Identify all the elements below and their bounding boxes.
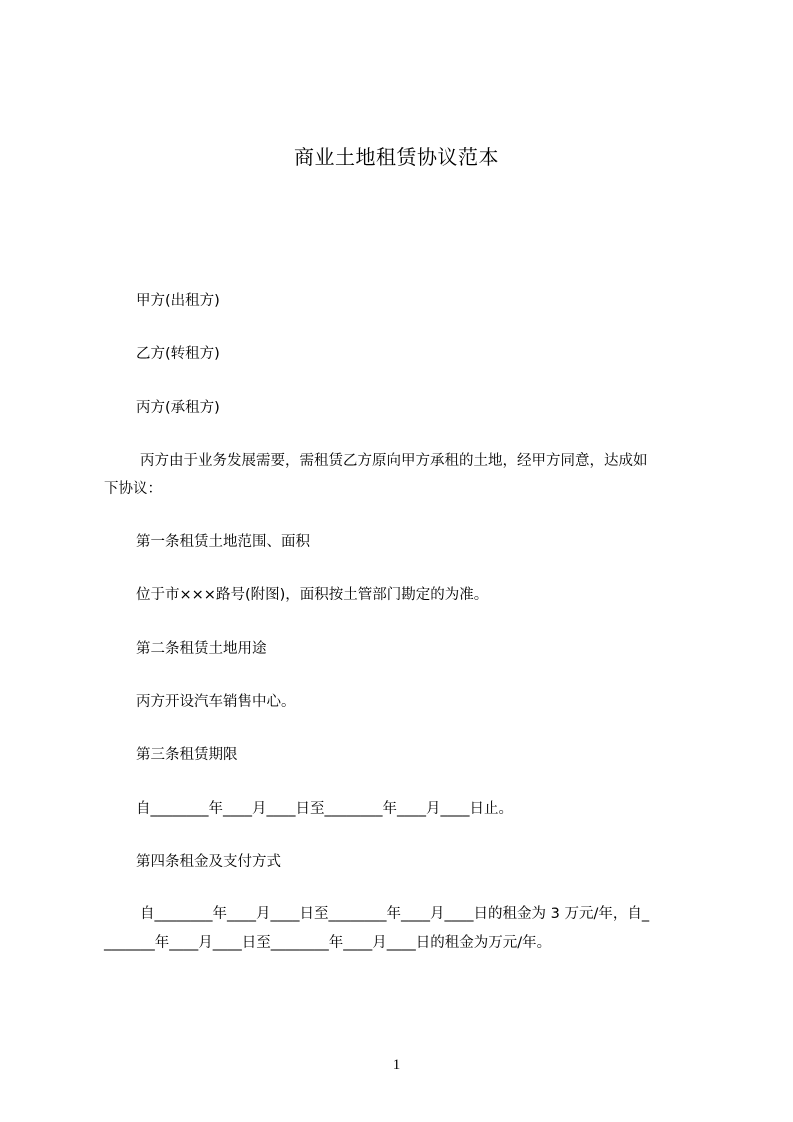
article-3-heading: 第三条租赁期限: [136, 747, 238, 763]
article-1-heading: 第一条租赁土地范围、面积: [136, 534, 310, 550]
party-a-line: 甲方(出租方): [136, 293, 220, 309]
article-3-body: 自________年____月____日至________年____月____日止。: [136, 801, 513, 817]
article-2-heading: 第二条租赁土地用途: [136, 641, 267, 657]
article-2-body: 丙方开设汽车销售中心。: [136, 694, 296, 710]
article-4-heading: 第四条租金及支付方式: [136, 854, 281, 870]
party-b-line: 乙方(转租方): [136, 346, 220, 362]
article-1-body: 位于市×××路号(附图)，面积按土管部门勘定的为准。: [136, 587, 489, 603]
preamble-line-1: 丙方由于业务发展需要，需租赁乙方原向甲方承租的土地，经甲方同意，达成如: [140, 453, 648, 469]
party-c-line: 丙方(承租方): [136, 400, 220, 416]
preamble-line-2: 下协议：: [104, 481, 162, 497]
article-4-body-line-1: 自________年____月____日至________年____月____日的租金为 3 万元/年，自_: [140, 906, 650, 922]
document-title: 商业土地租赁协议范本: [294, 145, 499, 169]
article-4-body-line-2: _______年____月____日至________年____月____日的租金为万元/年。: [104, 935, 552, 951]
page-number: 1: [392, 1057, 401, 1073]
